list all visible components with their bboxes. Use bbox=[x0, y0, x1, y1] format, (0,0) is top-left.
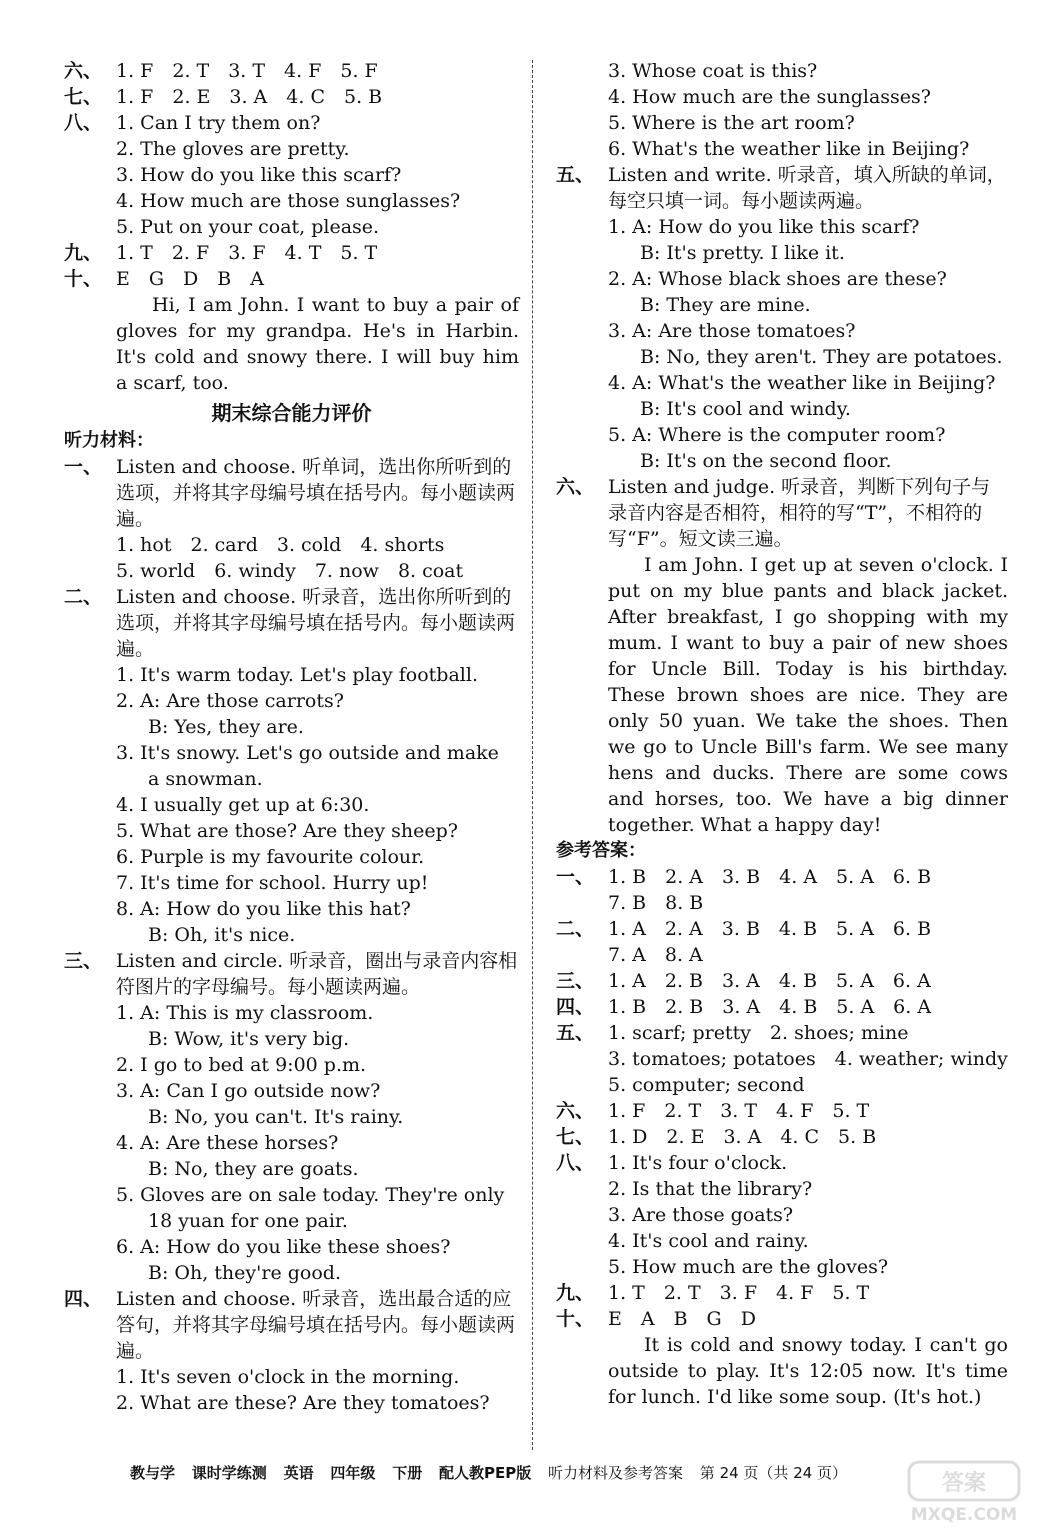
item-line: B: It's cool and windy. bbox=[640, 398, 851, 420]
answer-key-7 bbox=[556, 1124, 1008, 1150]
answer-line: 1. It's four o'clock. bbox=[608, 1152, 788, 1174]
section-number: 四、 bbox=[64, 1288, 103, 1310]
item-line: 3. Whose coat is this? bbox=[608, 60, 818, 82]
answer-line: 3. How do you like this scarf? bbox=[116, 164, 402, 186]
answer-line: E G D B A bbox=[116, 268, 264, 290]
answer-line: 1. A 2. B 3. A 4. B 5. A 6. A bbox=[608, 970, 931, 992]
answer-line: 1. B 2. B 3. A 4. B 5. A 6. A bbox=[608, 996, 932, 1018]
answer-section-6 bbox=[64, 58, 519, 84]
item-line: 3. It's snowy. Let's go outside and make bbox=[116, 742, 499, 764]
column-divider bbox=[532, 60, 533, 1450]
item-line: 1. It's warm today. Let's play football. bbox=[116, 664, 478, 686]
item-line: 2. I go to bed at 9:00 p.m. bbox=[116, 1054, 367, 1076]
passage: It is cold and snowy today. I can't go outside to play. It's 12:05 now. It's time for lunch. I'd like some soup. (It's hot.) bbox=[608, 1334, 1008, 1408]
answer-line: 1. T 2. F 3. F 4. T 5. T bbox=[116, 242, 378, 264]
answer-line: 1. scarf; pretty 2. shoes; mine bbox=[608, 1022, 909, 1044]
answer-line: 1. F 2. T 3. T 4. F 5. F bbox=[116, 60, 378, 82]
section-instruction: Listen and choose. 听录音，选出最合适的应答句，并将其字母编号填在括号内。每小题读两遍。 bbox=[116, 1288, 516, 1362]
answer-key-3 bbox=[556, 968, 1008, 994]
section-number: 七、 bbox=[64, 86, 103, 108]
item-line: 1. A: How do you like this scarf? bbox=[608, 216, 920, 238]
answer-section-10 bbox=[64, 266, 519, 396]
section-instruction: Listen and circle. 听录音，圈出与录音内容相符图片的字母编号。每小题读两遍。 bbox=[116, 950, 518, 998]
answer-line: 4. How much are those sunglasses? bbox=[116, 190, 461, 212]
passage: I am John. I get up at seven o'clock. I put on my blue pants and black jacket. After breakfast, I go shopping with my mum. I want to buy a pair of new shoes for Uncle Bill. Today is his birthday. These brown shoes are nice. They are only 50 yuan. We take the shoes. Then we go to Uncle Bill's farm. We see many hens and ducks. There are some cows and horses, too. We have a big dinner together. What a happy day! bbox=[608, 554, 1008, 836]
footer-section: 听力材料及参考答案 bbox=[548, 1464, 684, 1482]
item-line: B: Yes, they are. bbox=[148, 716, 304, 738]
answer-key-10 bbox=[556, 1306, 1008, 1410]
item-line: a snowman. bbox=[148, 768, 263, 790]
item-line: B: Wow, it's very big. bbox=[148, 1028, 350, 1050]
section-number: 七、 bbox=[556, 1126, 595, 1148]
section-number: 四、 bbox=[556, 996, 595, 1018]
answer-line: 4. It's cool and rainy. bbox=[608, 1230, 809, 1252]
item-line: 6. What's the weather like in Beijing? bbox=[608, 138, 970, 160]
section-number: 九、 bbox=[64, 242, 103, 264]
answer-section-7 bbox=[64, 84, 519, 110]
item-line: B: It's pretty. I like it. bbox=[640, 242, 845, 264]
item-line: 5. world 6. windy 7. now 8. coat bbox=[116, 560, 464, 582]
answer-line: 1. B 2. A 3. B 4. A 5. A 6. B bbox=[608, 866, 932, 888]
answer-line: 5. computer; second bbox=[608, 1074, 805, 1096]
footer-page-number: 第 24 页（共 24 页） bbox=[699, 1464, 848, 1482]
left-column bbox=[64, 58, 519, 1416]
listening-heading: 听力材料： bbox=[64, 430, 154, 451]
item-line: 18 yuan for one pair. bbox=[148, 1210, 348, 1232]
answer-key-6 bbox=[556, 1098, 1008, 1124]
section-instruction: Listen and choose. 听录音，选出你所听到的选项，并将其字母编号填在括号内。每小题读两遍。 bbox=[116, 586, 516, 660]
answer-line: 2. The gloves are pretty. bbox=[116, 138, 350, 160]
section-number: 三、 bbox=[64, 950, 103, 972]
answer-line: 1. F 2. E 3. A 4. C 5. B bbox=[116, 86, 383, 108]
answer-key-1 bbox=[556, 864, 1008, 916]
watermark-logo bbox=[905, 1460, 1023, 1526]
section-number: 六、 bbox=[64, 60, 103, 82]
footer-series: 课时学练测 bbox=[191, 1464, 267, 1482]
section-number: 十、 bbox=[556, 1308, 595, 1330]
answers-heading: 参考答案： bbox=[556, 840, 646, 861]
listening-section-2 bbox=[64, 584, 519, 948]
answer-line: 2. Is that the library? bbox=[608, 1178, 813, 1200]
section-number: 二、 bbox=[64, 586, 103, 608]
item-line: 3. A: Can I go outside now? bbox=[116, 1080, 381, 1102]
item-line: 4. I usually get up at 6:30. bbox=[116, 794, 370, 816]
item-line: 7. It's time for school. Hurry up! bbox=[116, 872, 429, 894]
item-line: B: It's on the second floor. bbox=[640, 450, 892, 472]
item-line: 5. Where is the art room? bbox=[608, 112, 855, 134]
item-line: B: They are mine. bbox=[640, 294, 811, 316]
answer-line: 7. B 8. B bbox=[608, 892, 704, 914]
item-line: 2. A: Are those carrots? bbox=[116, 690, 344, 712]
section-number: 六、 bbox=[556, 476, 595, 498]
section-number: 六、 bbox=[556, 1100, 595, 1122]
answer-line: 1. F 2. T 3. T 4. F 5. T bbox=[608, 1100, 870, 1122]
answer-line: 5. Put on your coat, please. bbox=[116, 216, 380, 238]
section-number: 一、 bbox=[556, 866, 595, 888]
answer-section-8 bbox=[64, 110, 519, 240]
section-number: 五、 bbox=[556, 164, 595, 186]
answer-line: 1. D 2. E 3. A 4. C 5. B bbox=[608, 1126, 877, 1148]
answer-key-4 bbox=[556, 994, 1008, 1020]
footer-grade: 四年级 bbox=[330, 1464, 376, 1482]
answer-line: 3. Are those goats? bbox=[608, 1204, 794, 1226]
item-line: 2. A: Whose black shoes are these? bbox=[608, 268, 947, 290]
answer-key-2 bbox=[556, 916, 1008, 968]
item-line: 1. It's seven o'clock in the morning. bbox=[116, 1366, 460, 1388]
footer-brand: 教与学 bbox=[130, 1464, 176, 1482]
section-number: 八、 bbox=[556, 1152, 595, 1174]
item-line: 4. A: Are these horses? bbox=[116, 1132, 339, 1154]
item-line: 8. A: How do you like this hat? bbox=[116, 898, 411, 920]
footer-volume: 下册 bbox=[392, 1464, 423, 1482]
answer-key-8 bbox=[556, 1150, 1008, 1280]
right-column bbox=[556, 58, 1008, 1410]
listening-section-6 bbox=[556, 474, 1008, 838]
listening-section-3 bbox=[64, 948, 519, 1286]
listening-section-1 bbox=[64, 454, 519, 584]
exam-title: 期末综合能力评价 bbox=[211, 401, 372, 425]
section-number: 九、 bbox=[556, 1282, 595, 1304]
item-line: B: No, they are goats. bbox=[148, 1158, 359, 1180]
item-line: B: No, they aren't. They are potatoes. bbox=[640, 346, 1003, 368]
section-number: 二、 bbox=[556, 918, 595, 940]
item-line: 1. hot 2. card 3. cold 4. shorts bbox=[116, 534, 445, 556]
listening-section-4-continued bbox=[556, 58, 1008, 162]
item-line: B: Oh, it's nice. bbox=[148, 924, 296, 946]
item-line: 1. A: This is my classroom. bbox=[116, 1002, 374, 1024]
answer-line: E A B G D bbox=[608, 1308, 756, 1330]
footer-edition: 配人教PEP版 bbox=[438, 1464, 532, 1482]
answer-key-9 bbox=[556, 1280, 1008, 1306]
passage: Hi, I am John. I want to buy a pair of gloves for my grandpa. He's in Harbin. It's cold and snowy there. I will buy him a scarf, too. bbox=[116, 294, 519, 394]
section-number: 八、 bbox=[64, 112, 103, 134]
answer-section-9 bbox=[64, 240, 519, 266]
footer-subject: 英语 bbox=[283, 1464, 314, 1482]
answer-line: 1. T 2. T 3. F 4. F 5. T bbox=[608, 1282, 870, 1304]
answer-line: 3. tomatoes; potatoes 4. weather; windy bbox=[608, 1048, 1008, 1070]
section-number: 一、 bbox=[64, 456, 103, 478]
item-line: 3. A: Are those tomatoes? bbox=[608, 320, 856, 342]
item-line: 5. Gloves are on sale today. They're only bbox=[116, 1184, 505, 1206]
answer-line: 1. Can I try them on? bbox=[116, 112, 321, 134]
item-line: 2. What are these? Are they tomatoes? bbox=[116, 1392, 490, 1414]
section-number: 三、 bbox=[556, 970, 595, 992]
item-line: B: No, you can't. It's rainy. bbox=[148, 1106, 404, 1128]
answer-key-5 bbox=[556, 1020, 1008, 1098]
section-instruction: Listen and judge. 听录音，判断下列句子与录音内容是否相符，相符的写“T”，不相符的写“F”。短文读三遍。 bbox=[608, 476, 991, 550]
section-number: 十、 bbox=[64, 268, 103, 290]
answer-line: 7. A 8. A bbox=[608, 944, 703, 966]
item-line: 5. A: Where is the computer room? bbox=[608, 424, 946, 446]
section-instruction: Listen and write. 听录音，填入所缺的单词，每空只填一词。每小题读两遍。 bbox=[608, 164, 1006, 212]
answer-line: 5. How much are the gloves? bbox=[608, 1256, 889, 1278]
watermark-text: MXQE.COM bbox=[910, 1505, 1018, 1525]
section-number: 五、 bbox=[556, 1022, 595, 1044]
item-line: 5. What are those? Are they sheep? bbox=[116, 820, 458, 842]
listening-section-4 bbox=[64, 1286, 519, 1416]
item-line: 6. Purple is my favourite colour. bbox=[116, 846, 425, 868]
page-footer bbox=[130, 1462, 960, 1483]
listening-section-5 bbox=[556, 162, 1008, 474]
item-line: 4. A: What's the weather like in Beijing? bbox=[608, 372, 996, 394]
item-line: 4. How much are the sunglasses? bbox=[608, 86, 931, 108]
item-line: 6. A: How do you like these shoes? bbox=[116, 1236, 451, 1258]
watermark-glyph: 答案 bbox=[941, 1471, 987, 1496]
item-line: B: Oh, they're good. bbox=[148, 1262, 341, 1284]
section-instruction: Listen and choose. 听单词，选出你所听到的选项，并将其字母编号填在括号内。每小题读两遍。 bbox=[116, 456, 516, 530]
answer-line: 1. A 2. A 3. B 4. B 5. A 6. B bbox=[608, 918, 932, 940]
